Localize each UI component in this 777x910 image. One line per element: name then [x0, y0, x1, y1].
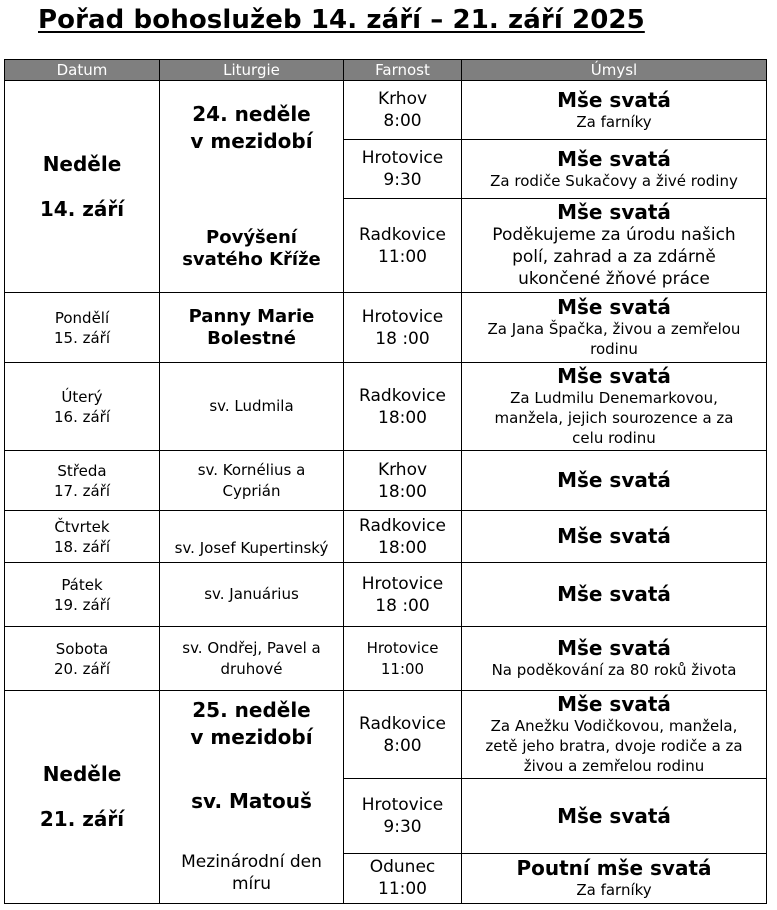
date-cell — [5, 511, 160, 563]
liturgy-line: v mezidobí — [190, 128, 313, 153]
mass-title: Mše svatá — [557, 468, 671, 492]
mass-time: 9:30 — [383, 170, 422, 190]
parish-name: Radkovice — [359, 224, 446, 245]
day-name: Neděle — [42, 762, 122, 786]
mass-time: 9:30 — [383, 817, 422, 838]
table-row — [5, 563, 767, 627]
intention-text: živou a zemřelou rodinu — [523, 757, 705, 776]
parish-cell — [344, 140, 462, 199]
parish-name: Radkovice — [359, 385, 446, 406]
intention-cell — [462, 563, 767, 627]
mass-title: Mše svatá — [557, 582, 671, 606]
liturgy-line: Mezinárodní den — [181, 852, 322, 872]
parish-name: Hrotovice — [366, 638, 439, 657]
table-row — [5, 451, 767, 511]
intention-text: Za Jana Špačka, živou a zemřelou — [487, 320, 741, 338]
day-name: Pátek — [61, 575, 103, 594]
date-cell — [5, 627, 160, 691]
table-row — [5, 363, 767, 451]
mass-time: 18:00 — [378, 537, 427, 558]
intention-cell — [462, 293, 767, 363]
intention-text: Za farníky — [576, 880, 652, 899]
intention-text: zetě jeho bratra, dvoje rodiče a za — [485, 737, 743, 756]
intention-cell — [462, 853, 767, 903]
parish-name: Odunec — [369, 857, 436, 878]
liturgy-cell — [160, 363, 344, 451]
day-name: Čtvrtek — [54, 517, 110, 536]
day-date: 20. září — [53, 659, 111, 678]
day-name: Neděle — [42, 151, 122, 176]
mass-time: 11:00 — [380, 659, 425, 678]
date-cell — [5, 293, 160, 363]
liturgy-line: Cyprián — [222, 481, 281, 500]
date-cell — [5, 691, 160, 904]
intention-cell — [462, 451, 767, 511]
parish-name: Hrotovice — [361, 573, 444, 594]
mass-title: Poutní mše svatá — [516, 855, 712, 880]
day-date: 15. září — [53, 328, 111, 347]
liturgy-cell — [160, 81, 344, 293]
parish-cell — [344, 779, 462, 853]
liturgy-cell — [160, 691, 344, 904]
liturgy-line: druhové — [220, 659, 283, 678]
day-name: Středa — [57, 461, 107, 480]
day-date: 19. září — [53, 595, 111, 614]
day-name: Úterý — [61, 387, 103, 406]
table-row — [5, 627, 767, 691]
liturgy-cell — [160, 627, 344, 691]
mass-title: Mše svatá — [557, 692, 671, 717]
header-row — [5, 60, 767, 81]
day-date: 21. září — [39, 807, 125, 831]
parish-cell — [344, 563, 462, 627]
mass-title: Mše svatá — [557, 146, 671, 171]
liturgy-line: sv. Ondřej, Pavel a — [182, 638, 321, 657]
liturgy-line: sv. Josef Kupertinský — [174, 539, 329, 557]
intention-text: ukončené žňové práce — [518, 269, 710, 289]
intention-cell — [462, 627, 767, 691]
mass-time: 8:00 — [383, 735, 422, 756]
intention-cell — [462, 199, 767, 293]
date-cell — [5, 363, 160, 451]
parish-name: Krhov — [377, 459, 428, 480]
intention-text: celu rodinu — [572, 429, 656, 447]
parish-name: Krhov — [377, 89, 428, 109]
day-name: Pondělí — [54, 308, 110, 327]
parish-cell — [344, 511, 462, 563]
intention-cell — [462, 81, 767, 140]
parish-name: Hrotovice — [361, 795, 444, 816]
liturgy-cell — [160, 511, 344, 563]
parish-name: Radkovice — [359, 515, 446, 536]
intention-text: Za Ludmilu Denemarkovou, — [510, 389, 718, 407]
mass-time: 18 :00 — [375, 328, 430, 349]
liturgy-line: Povýšení — [206, 226, 297, 248]
header-intention: Úmysl — [462, 60, 767, 81]
liturgy-line: 24. neděle — [192, 101, 311, 126]
intention-text: polí, zahrad a za zdárně — [512, 247, 716, 267]
mass-time: 11:00 — [378, 246, 427, 267]
mass-time: 18:00 — [378, 481, 427, 502]
header-parish: Farnost — [344, 60, 462, 81]
intention-text: Za rodiče Sukačovy a živé rodiny — [490, 171, 738, 190]
intention-cell — [462, 779, 767, 853]
mass-title: Mše svatá — [557, 524, 671, 548]
schedule-table — [4, 59, 767, 904]
liturgy-line: sv. Januárius — [204, 585, 299, 603]
mass-time: 18:00 — [378, 407, 427, 428]
parish-cell — [344, 451, 462, 511]
day-date: 16. září — [53, 407, 111, 426]
header-liturgy: Liturgie — [160, 60, 344, 81]
mass-title: Mše svatá — [557, 87, 671, 112]
liturgy-line: 25. neděle — [192, 698, 311, 722]
page-title: Pořad bohoslužeb 14. září – 21. září 2025 — [38, 5, 645, 35]
date-cell — [5, 563, 160, 627]
parish-name: Radkovice — [359, 713, 446, 734]
liturgy-line: svatého Kříže — [182, 248, 321, 270]
liturgy-cell — [160, 563, 344, 627]
parish-cell — [344, 81, 462, 140]
mass-title: Mše svatá — [557, 803, 671, 828]
liturgy-cell — [160, 451, 344, 511]
day-date: 14. září — [39, 196, 125, 221]
day-date: 18. září — [53, 537, 111, 556]
header-date: Datum — [5, 60, 160, 81]
date-cell — [5, 451, 160, 511]
mass-time: 18 :00 — [375, 595, 430, 616]
parish-cell — [344, 199, 462, 293]
liturgy-line: sv. Kornélius a — [197, 460, 306, 479]
parish-cell — [344, 853, 462, 903]
liturgy-cell — [160, 293, 344, 363]
mass-time: 8:00 — [383, 111, 422, 131]
parish-cell — [344, 363, 462, 451]
intention-text: manžela, jejich sourozence a za — [494, 409, 734, 427]
mass-title: Mše svatá — [557, 636, 671, 660]
day-date: 17. září — [53, 481, 111, 500]
intention-text: Za farníky — [576, 112, 652, 131]
liturgy-line: míru — [231, 874, 272, 894]
parish-name: Hrotovice — [361, 148, 444, 168]
intention-text: Za Anežku Vodičkovou, manžela, — [490, 717, 738, 736]
table-row — [5, 81, 767, 140]
intention-cell — [462, 691, 767, 779]
table-row — [5, 293, 767, 363]
intention-cell — [462, 363, 767, 451]
mass-title: Mše svatá — [557, 295, 671, 319]
mass-title: Mše svatá — [557, 364, 671, 388]
mass-title: Mše svatá — [557, 200, 671, 224]
parish-cell — [344, 293, 462, 363]
intention-text: rodinu — [590, 340, 638, 358]
parish-cell — [344, 691, 462, 779]
parish-name: Hrotovice — [361, 306, 444, 327]
day-name: Sobota — [55, 639, 109, 658]
intention-cell — [462, 140, 767, 199]
date-cell — [5, 81, 160, 293]
intention-text: Poděkujeme za úrodu našich — [492, 225, 736, 245]
liturgy-line: Bolestné — [207, 327, 296, 349]
liturgy-line: Panny Marie — [188, 305, 315, 327]
intention-text: Na poděkování za 80 roků života — [491, 661, 737, 679]
liturgy-line: sv. Ludmila — [209, 397, 294, 415]
liturgy-line: sv. Matouš — [191, 788, 312, 813]
table-row — [5, 691, 767, 779]
table-row — [5, 511, 767, 563]
parish-cell — [344, 627, 462, 691]
liturgy-line: v mezidobí — [190, 725, 313, 749]
mass-time: 11:00 — [378, 879, 427, 900]
intention-cell — [462, 511, 767, 563]
